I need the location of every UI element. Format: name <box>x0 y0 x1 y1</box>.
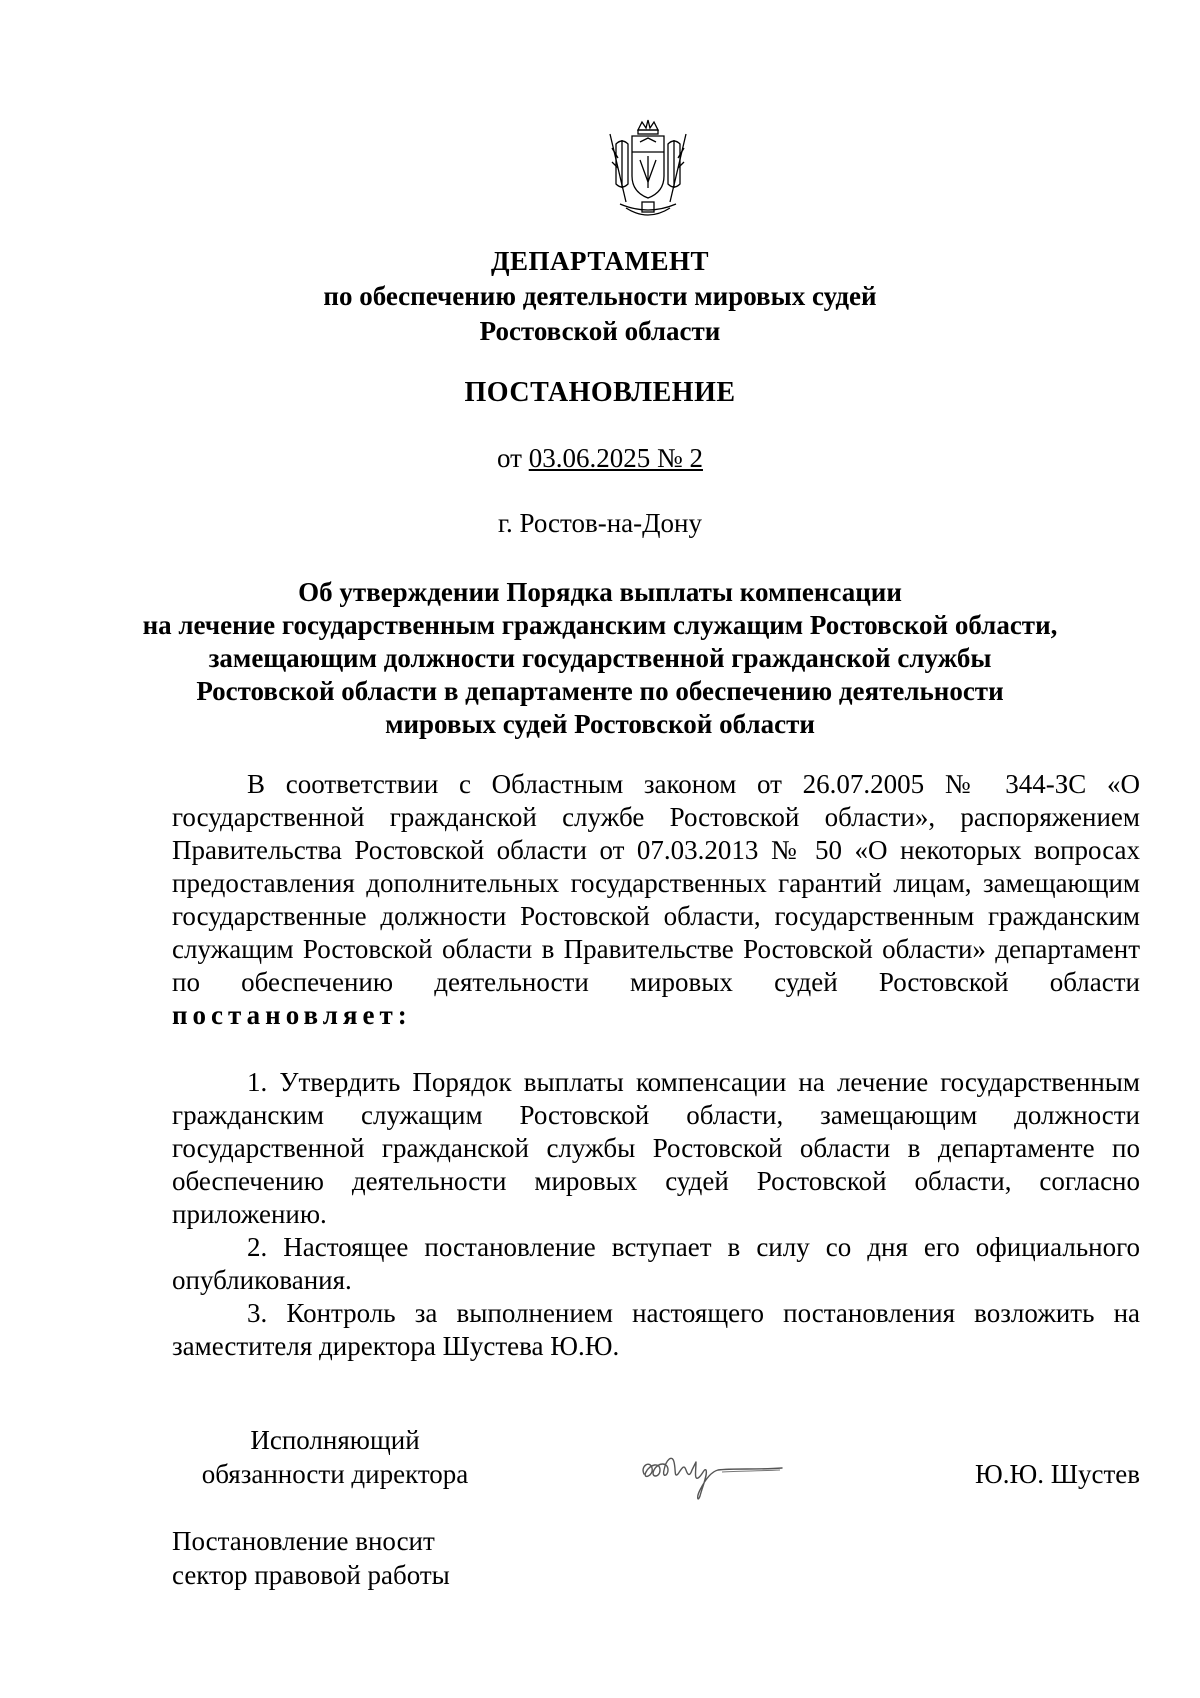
document-date-line <box>150 441 1050 476</box>
decree-word: постановляет: <box>172 1000 412 1030</box>
preamble <box>172 768 1140 1032</box>
handwritten-signature <box>638 1440 788 1504</box>
subject-line: Ростовской области в департаменте по обеспечению деятельности <box>196 676 1004 706</box>
department-subtitle: по обеспечению деятельности мировых судей <box>323 281 877 311</box>
department-title: ДЕПАРТАМЕНТ <box>490 246 710 276</box>
decree-items <box>172 1066 1140 1363</box>
date-prefix: от <box>497 443 529 473</box>
submitter-line: Постановление вносит <box>172 1526 435 1556</box>
document-city: г. Ростов-на-Дону <box>497 508 702 538</box>
signatory-name: Ю.Ю. Шустев <box>974 1459 1140 1489</box>
subject-line: на лечение государственным гражданским служащим Ростовской области, <box>142 610 1058 640</box>
decree-item: 2. Настоящее постановление вступает в силу со дня его официального опубликования. <box>172 1232 1140 1295</box>
document-submitter <box>172 1524 572 1592</box>
department-region: Ростовской области <box>479 316 721 346</box>
position-line: Исполняющий <box>250 1425 420 1455</box>
document-subject <box>120 576 1080 741</box>
subject-line: Об утверждении Порядка выплаты компенсации <box>298 577 902 607</box>
decree-item: 3. Контроль за выполнением настоящего постановления возложить на заместителя директора Шустева Ю.Ю. <box>172 1298 1140 1361</box>
preamble-paragraph <box>172 768 1140 1032</box>
coat-of-arms-icon <box>606 118 690 224</box>
subject-line: мировых судей Ростовской области <box>385 709 815 739</box>
document-date-number: 03.06.2025 № 2 <box>528 443 703 473</box>
signatory-position <box>185 1423 485 1491</box>
department-header <box>150 244 1050 349</box>
document-type: ПОСТАНОВЛЕНИЕ <box>464 377 736 408</box>
subject-line: замещающим должности государственной гражданской службы <box>208 643 992 673</box>
decree-item: 1. Утвердить Порядок выплаты компенсации на лечение государственным гражданским служащим Ростовской области, замещающим должности государственной гражданской службы Ростовской области в департаменте по обеспечению деятельности мировых судей Ростовской области, согласно приложению. <box>172 1067 1140 1229</box>
submitter-line: сектор правовой работы <box>172 1560 450 1590</box>
preamble-text: В соответствии с Областным законом от 26.07.2005 № 344-ЗС «О государственной гражданской службе Ростовской области», распоряжением Правительства Ростовской области от 07.03.2013 № 50 «О некоторых вопросах предоставления дополнительных государственных гарантий лицам, замещающим государственные должности Ростовской области, государственным гражданским служащим Ростовской области в Правительстве Ростовской области» департамент по обеспечению деятельности мировых судей Ростовской области <box>172 769 1140 997</box>
position-line: обязанности директора <box>201 1459 469 1489</box>
